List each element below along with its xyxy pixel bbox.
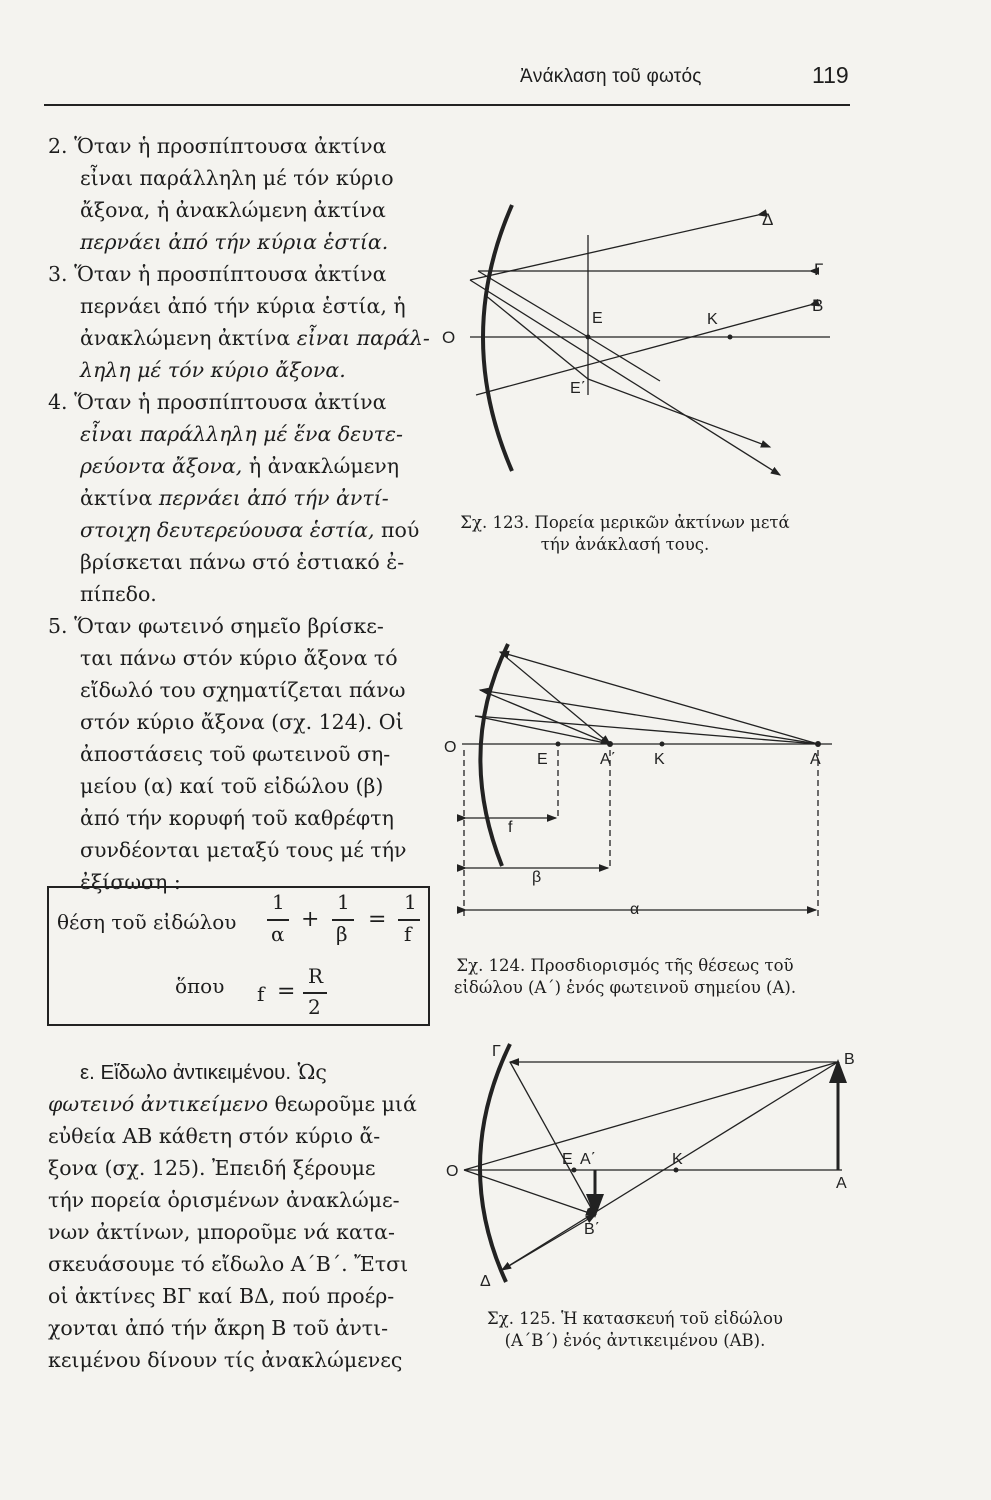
text-line: οἱ ἀκτίνες ΒΓ καί ΒΔ, πού προέρ- [48,1284,395,1308]
focus-point [586,335,591,340]
numerator-one: 1 [272,890,285,914]
figure-125-caption [420,1308,850,1352]
label-A: Α [810,751,821,768]
label-Gamma: Γ [492,1043,501,1060]
text-line: εὐθεία ΑΒ κάθετη στόν κύριο ἄ- [48,1124,381,1148]
text-line: ἀπό τήν κορυφή τοῦ καθρέφτη [80,806,394,830]
figure-124-diagram [440,640,840,930]
equals-sign: = [277,979,296,1004]
ray [588,379,770,447]
text-line: πίπεδο. [80,582,157,606]
text-span: θεωροῦμε μιά [268,1092,417,1116]
label-Delta: Δ [480,1273,491,1290]
caption-line: Σχ. 125. Ἡ κατασκευή τοῦ εἰδώλου [487,1309,783,1328]
text-line [80,323,430,353]
text-line: ται πάνω στόν κύριο ἄξονα τό [80,646,398,670]
text-span: περνάει ἀπό τήν ἀντί- [158,486,389,510]
text-line: σκευάσουμε τό εἴδωλο Α΄Β΄. Ἔτσι [48,1252,409,1276]
text-span: πού [374,518,420,542]
focal-symbol: f [257,982,265,1006]
text-line: ἄξονα, ἡ ἀνακλώμενη ἀκτίνα [80,198,386,222]
denominator-two: 2 [308,995,321,1019]
text-line: 5. Ὅταν φωτεινό σημεῖο βρίσκε- [48,614,384,638]
object-point [815,741,821,747]
text-line: συνδέονται μεταξύ τους μέ τήν [80,838,407,862]
text-line [80,1057,327,1088]
ray [475,716,610,744]
text-line: περνάει ἀπό τήν κύρια ἑστία, ἡ [80,294,406,318]
label-Gamma: Γ [814,260,824,279]
text-line: ληλη μέ τόν κύριο ἄξονα. [80,358,346,382]
text-span: φωτεινό ἀντικείμενο [48,1092,269,1116]
text-line: 2. Ὅταν ἡ προσπίπτουσα ἀκτίνα [48,134,387,158]
page-number: 119 [812,62,849,88]
ray [475,716,818,744]
label-O: Ο [442,328,456,347]
ray [500,652,610,744]
text-line [80,451,399,481]
caption-line: εἰδώλου (Α΄) ἑνός φωτεινοῦ σημείου (Α). [453,978,797,997]
label-B-prime: Β΄ [584,1221,600,1238]
text-line: στόν κύριο ἄξονα (σχ. 124). Οἱ [80,710,404,734]
center-point [674,1168,679,1173]
concave-mirror [480,644,508,866]
mirror-equation-box [47,886,430,1026]
text-span: στοιχη δευτερεύουσα ἑστία, [80,518,375,542]
figure-124-caption [420,955,830,999]
text-line: βρίσκεται πάνω στό ἑστιακό ἐ- [80,550,405,574]
fraction-bar [303,992,327,994]
text-line: 4. Ὅταν ἡ προσπίπτουσα ἀκτίνα [48,390,387,414]
text-line: νων ἀκτίνων, μποροῦμε νά κατα- [48,1220,395,1244]
ray [476,305,810,395]
text-line: ξονα (σχ. 125). Ἐπειδή ξέρουμε [48,1156,376,1180]
text-span: Ὡς [291,1060,327,1084]
ray [480,690,818,744]
ray [510,1062,595,1215]
section-heading: ε. Εἴδωλο ἀντικειμένου. [80,1061,292,1084]
ray [478,271,588,337]
caption-line: (Α΄Β΄) ἑνός ἀντικειμένου (ΑΒ). [504,1331,766,1350]
denominator-alpha: α [271,922,285,946]
text-span: ἡ ἀνακλώμενη [242,454,400,478]
ray [588,337,660,381]
ray [502,1215,595,1270]
text-span: εἶναι παράλ- [296,326,430,350]
focus-point [556,742,561,747]
text-line: 3. Ὅταν ἡ προσπίπτουσα ἀκτίνα [48,262,387,286]
center-point [728,335,733,340]
plus-sign: + [301,907,320,932]
text-line: εἶναι παράλληλη μέ τόν κύριο [80,166,394,190]
label-A: Α [836,1175,847,1192]
figure-125-diagram [440,1040,860,1290]
label-alpha: α [630,901,640,918]
running-header-title: Ἀνάκλαση τοῦ φωτός [520,66,702,87]
ray [502,1062,838,1270]
text-line: εἴδωλό του σχηματίζεται πάνω [80,678,406,702]
label-K: Κ [707,311,718,328]
image-point [607,741,613,747]
center-point [660,742,665,747]
label-f: f [508,819,513,836]
ray [480,690,610,744]
concave-mirror [483,205,512,471]
ray [500,652,818,744]
caption-line: Σχ. 124. Προσδιορισμός τῆς θέσεως τοῦ [456,956,794,975]
text-line [80,483,389,513]
numerator-one: 1 [404,890,417,914]
label-O: Ο [446,1163,459,1180]
label-E-prime: Ε΄ [570,380,586,397]
text-line: μείου (α) καί τοῦ εἰδώλου (β) [80,774,384,798]
fraction-bar [332,919,354,921]
label-A-prime: Α΄ [580,1151,596,1168]
numerator-R: R [308,964,324,988]
where-label: ὅπου [175,974,225,998]
focus-point [572,1168,577,1173]
label-B: Β [812,296,824,315]
text-line: εἶναι παράλληλη μέ ἕνα δευτε- [80,422,403,446]
label-E: Ε [592,310,603,327]
text-line: κειμένου δίνουν τίς ἀνακλώμενες [48,1348,403,1372]
equation-label: θέση τοῦ εἰδώλου [57,910,237,934]
text-line: τήν πορεία ὁρισμένων ἀνακλώμε- [48,1188,400,1212]
label-K: Κ [654,751,665,768]
label-K: Κ [672,1151,683,1168]
label-beta: β [532,869,542,886]
text-line [80,515,419,545]
denominator-beta: β [336,922,348,946]
fraction-bar [267,919,289,921]
label-E: Ε [537,751,548,768]
label-O: Ο [444,739,457,756]
ray [470,215,758,280]
text-span: ἀνακλώμενη ἀκτίνα [80,326,297,350]
text-span: ἀκτίνα [80,486,159,510]
label-Delta: Δ [762,210,774,229]
fraction-bar [398,919,420,921]
text-line: χονται ἀπό τήν ἄκρη Β τοῦ ἀντι- [48,1316,389,1340]
text-line: περνάει ἀπό τήν κύρια ἑστία. [80,230,389,254]
ray [464,1062,838,1170]
text-span: ρεύοντα ἄξονα, [80,454,243,478]
numerator-one: 1 [337,890,350,914]
ray [470,280,780,475]
equals-sign: = [368,907,387,932]
header-rule [44,104,850,106]
label-B: Β [844,1051,855,1068]
label-A-prime: Α΄ [600,751,616,768]
text-line: ἐξίσωση : [80,870,181,894]
caption-line: Σχ. 123. Πορεία μερικῶν ἀκτίνων μετά [460,513,790,532]
caption-line: τήν ἀνάκλασή τους. [540,535,710,554]
text-line [48,1089,417,1119]
label-E: Ε [562,1151,573,1168]
concave-mirror [480,1044,510,1282]
figure-123-diagram [440,195,840,485]
text-line: ἀποστάσεις τοῦ φωτεινοῦ ση- [80,742,391,766]
figure-123-caption [420,512,830,556]
denominator-f: f [404,922,412,946]
